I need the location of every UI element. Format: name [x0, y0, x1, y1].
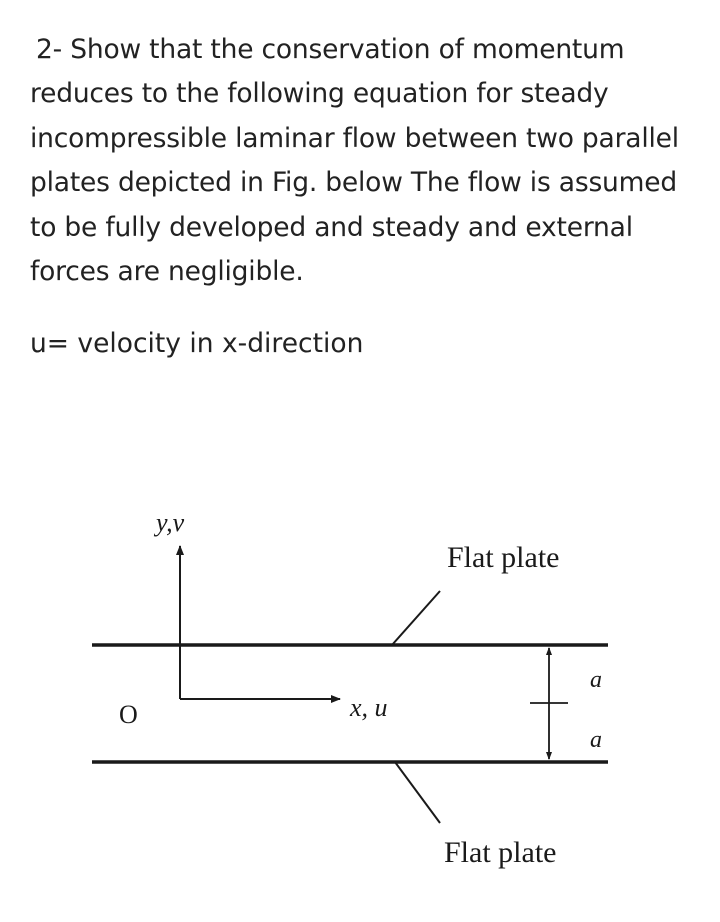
bottom-plate-leader-line	[395, 762, 440, 823]
lower-half-gap-label: a	[590, 727, 602, 753]
problem-line: forces are negligible.	[30, 256, 304, 288]
upper-half-gap-label: a	[590, 667, 602, 693]
velocity-definition: u= velocity in x-direction	[30, 328, 364, 359]
origin-label: O	[119, 700, 138, 729]
problem-line: to be fully developed and steady and external	[30, 211, 633, 243]
bottom-plate-label: Flat plate	[444, 836, 557, 869]
x-axis-label: x, u	[350, 693, 388, 722]
top-plate-label: Flat plate	[447, 541, 560, 574]
top-plate-leader-line	[392, 591, 440, 645]
y-axis-label: y,v	[156, 508, 185, 537]
problem-line: 2- Show that the conservation of momentum	[36, 34, 625, 65]
problem-line: reduces to the following equation for steady	[30, 78, 609, 110]
problem-line: plates depicted in Fig. below The flow is assumed	[30, 167, 677, 199]
problem-line: incompressible laminar flow between two parallel	[30, 122, 679, 154]
